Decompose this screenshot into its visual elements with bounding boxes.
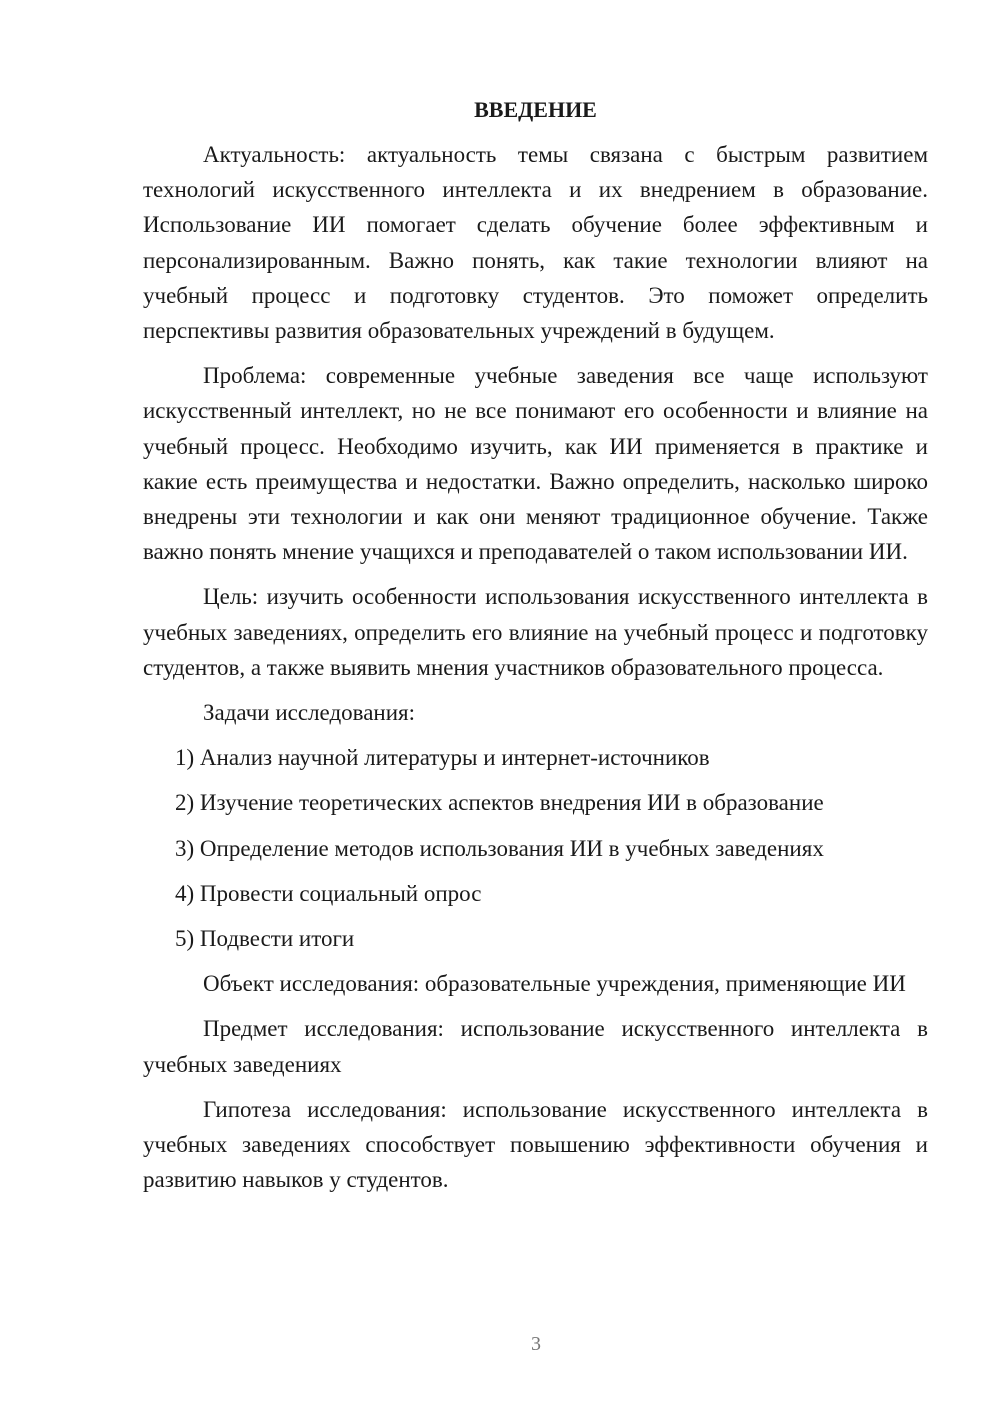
goal-paragraph: Цель: изучить особенности использования искусственного интеллекта в учебных заведениях, определить его влияние на учебный процесс и подготовку студентов, а также выявить мнения участников образовательного процесса. bbox=[143, 584, 928, 680]
tasks-heading: Задачи исследования: bbox=[203, 700, 416, 726]
page-content bbox=[143, 95, 928, 1207]
tasks-list bbox=[143, 740, 928, 956]
subject-paragraph: Предмет исследования: использование искусственного интеллекта в учебных заведениях bbox=[143, 1016, 928, 1077]
list-item: 4) Провести социальный опрос bbox=[175, 880, 482, 906]
section-title: ВВЕДЕНИЕ bbox=[474, 97, 597, 122]
list-item: 5) Подвести итоги bbox=[175, 926, 355, 952]
list-item: 1) Анализ научной литературы и интернет-источников bbox=[175, 745, 710, 771]
problem-paragraph: Проблема: современные учебные заведения все чаще используют искусственный интеллект, но не все понимают его особенности и влияние на учебный процесс. Необходимо изучить, как ИИ применяется в практике и какие есть преимущества и недостатки. Важно определить, насколько широко внедрены эти технологии и как они меняют традиционное обучение. Также важно понять мнение учащихся и преподавателей о таком использовании ИИ. bbox=[143, 363, 928, 565]
list-item: 2) Изучение теоретических аспектов внедрения ИИ в образование bbox=[175, 790, 824, 816]
list-item: 3) Определение методов использования ИИ в учебных заведениях bbox=[175, 835, 824, 861]
object-paragraph: Объект исследования: образовательные учреждения, применяющие ИИ bbox=[203, 971, 906, 997]
page-number: 3 bbox=[531, 1333, 541, 1355]
actuality-paragraph: Актуальность: актуальность темы связана с быстрым развитием технологий искусственного интеллекта и их внедрением в образование. Использование ИИ помогает сделать обучение более эффективным и персонализированным. Важно понять, как такие технологии влияют на учебный процесс и подготовку студентов. Это поможет определить перспективы развития образовательных учреждений в будущем. bbox=[143, 142, 928, 344]
hypothesis-paragraph: Гипотеза исследования: использование искусственного интеллекта в учебных заведениях способствует повышению эффективности обучения и развитию навыков у студентов. bbox=[143, 1096, 928, 1193]
